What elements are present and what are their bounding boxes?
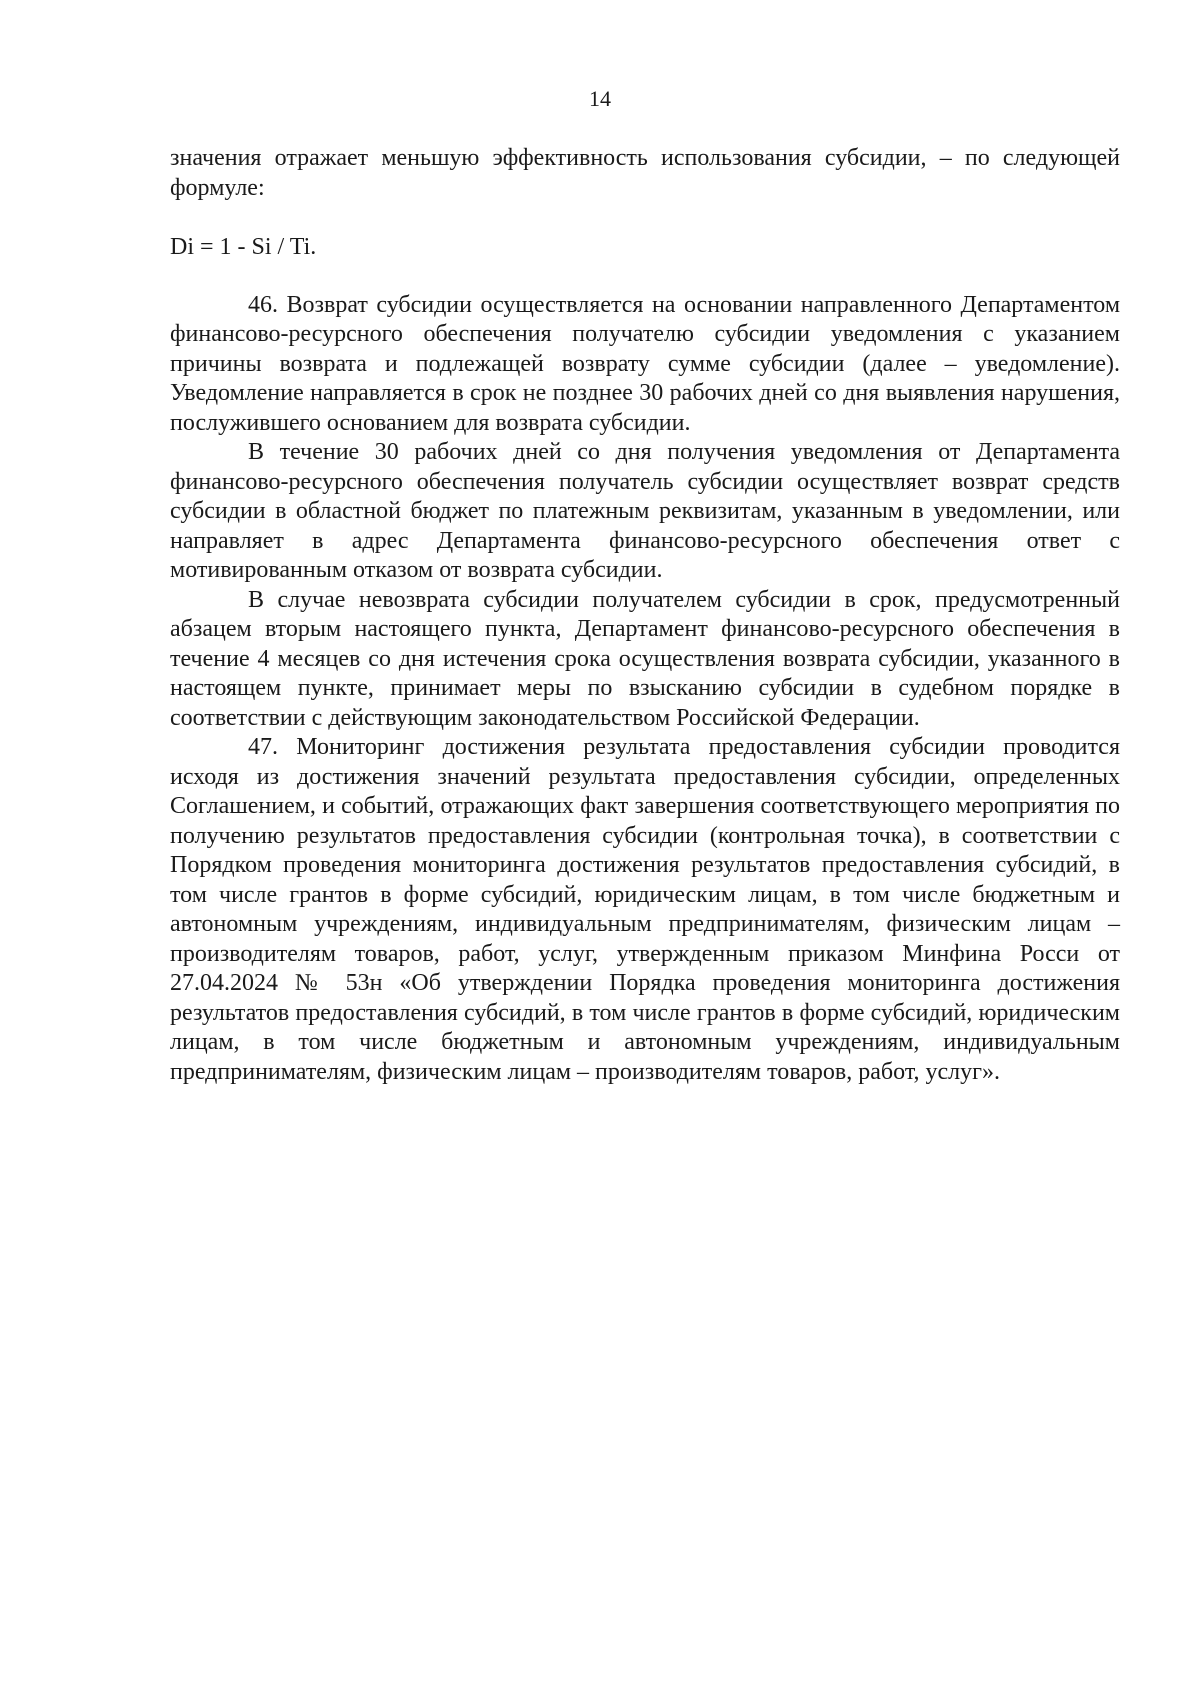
document-body: [170, 144, 1120, 1087]
item-47-paragraph: [170, 733, 1120, 1087]
formula: Di = 1 - Si / Ti.: [170, 234, 317, 260]
item-46-paragraph-3: В случае невозврата субсидии получателем субсидии в срок, предусмотренный абзацем вторым настоящего пункта, Департамент финансово-ресурсного обеспечения в течение 4 месяцев со дня истечения срока осуществления возврата субсидии, указанного в настоящем пункте, принимает меры по взысканию субсидии в судебном порядке в соответствии с действующим законодательством Российской Федерации.: [170, 586, 1120, 731]
item-46-number: 46.: [248, 291, 278, 318]
item-47-text: Мониторинг достижения результата предоставления субсидии проводится исходя из достижения значений результата предоставления субсидии, определенных Соглашением, и событий, отражающих факт завершения соответствующего мероприятия по получению результатов предоставления субсидии (контрольная точка), в соответствии с Порядком проведения мониторинга достижения результатов предоставления субсидий, в том числе грантов в форме субсидий, юридическим лицам, в том числе бюджетным и автономным учреждениям, индивидуальным предпринимателям, физическим лицам – производителям товаров, работ, услуг, утвержденным приказом Минфина Росси от 27.04.2024 № 53н «Об утверждении Порядка проведения мониторинга достижения результатов предоставления субсидий, в том числе грантов в форме субсидий, юридическим лицам, в том числе бюджетным и автономным учреждениям, индивидуальным предпринимателям, физическим лицам – производителям товаров, работ, услуг».: [170, 734, 1121, 1085]
item-46-text: Возврат субсидии осуществляется на основании направленного Департаментом финансово-ресурсного обеспечения получателю субсидии уведомления с указанием причины возврата и подлежащей возврату сумме субсидии (далее – уведомление). Уведомление направляется в срок не позднее 30 рабочих дней со дня выявления нарушения, послужившего основанием для возврата субсидии.: [170, 291, 1121, 436]
item-46-paragraph: [170, 291, 1120, 439]
item-46-paragraph-2: В течение 30 рабочих дней со дня получения уведомления от Департамента финансово-ресурсного обеспечения получатель субсидии осуществляет возврат средств субсидии в областной бюджет по платежным реквизитам, указанным в уведомлении, или направляет в адрес Департамента финансово-ресурсного обеспечения ответ с мотивированным отказом от возврата субсидии.: [170, 439, 1120, 583]
page-number: 14: [589, 86, 611, 111]
item-47-number: 47.: [248, 734, 278, 760]
intro-paragraph: значения отражает меньшую эффективность использования субсидии, – по следующей формуле:: [170, 145, 1120, 201]
